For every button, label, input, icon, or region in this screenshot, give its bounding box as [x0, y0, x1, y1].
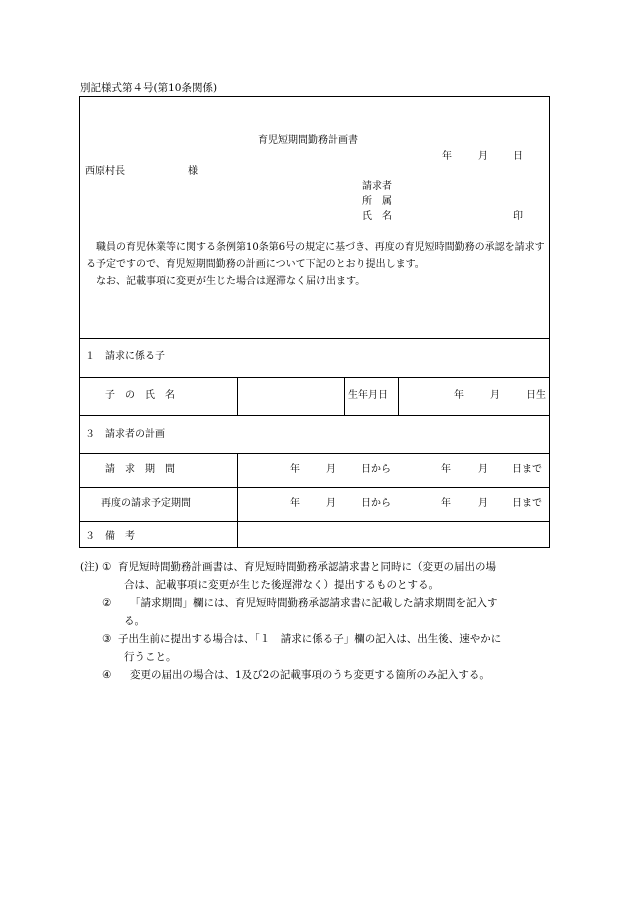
date-day: 日 [513, 151, 523, 162]
document-title: 育児短期間勤務計画書 [258, 135, 358, 146]
birth-month: 月 [490, 390, 500, 401]
note-2-line-1: 「請求期間」欄には、育児短時間勤務承認請求書に記載した請求期間を記入す [130, 597, 498, 609]
plan-row-1-from-day: 日から [361, 464, 391, 475]
note-2-line-2: る。 [124, 615, 145, 627]
plan-row-1-label: 請 求 期 間 [105, 464, 175, 475]
note-1 [80, 558, 550, 594]
plan-row-1-from-year: 年 [290, 464, 300, 475]
rule-1 [80, 338, 549, 339]
plan-row-2-to-year: 年 [441, 498, 451, 509]
note-2 [80, 594, 550, 630]
note-4-line-1: 変更の届出の場合は、1及び2の記載事項のうち変更する箇所のみ記入する。 [130, 669, 490, 681]
birth-date-label: 生年月日 [348, 390, 388, 401]
rule-2 [80, 377, 549, 378]
rule-3 [80, 415, 549, 416]
rule-4 [80, 453, 549, 454]
body-text [86, 239, 546, 290]
remarks-heading: ３ 備 考 [85, 531, 135, 542]
note-1-mark: ① [102, 561, 112, 573]
date-month: 月 [478, 151, 488, 162]
plan-row-2-to-day: 日まで [512, 498, 542, 509]
note-1-line-2: 合は、記載事項に変更が生じた後遅滞なく）提出するものとする。 [124, 579, 439, 591]
requester-name-label: 氏 名 [362, 211, 392, 222]
note-3 [80, 630, 550, 666]
note-4-mark: ④ [102, 669, 112, 681]
child-name-label: 子 の 氏 名 [105, 390, 175, 401]
birth-year: 年 [454, 390, 464, 401]
notes [80, 558, 550, 684]
plan-row-2-label: 再度の請求予定期間 [101, 498, 191, 509]
seal-mark: 印 [513, 211, 523, 222]
section2-heading: ３ 請求者の計画 [85, 429, 165, 440]
rule-5 [80, 487, 549, 488]
section1-heading: １ 請求に係る子 [85, 351, 165, 362]
plan-row-2-from-year: 年 [290, 498, 300, 509]
form-box [79, 96, 550, 548]
date-year: 年 [442, 151, 452, 162]
notes-prefix: (注) [80, 561, 99, 573]
plan-row-2-from-month: 月 [326, 498, 336, 509]
plan-row-1-to-day: 日まで [512, 464, 542, 475]
vrule-child-name [237, 377, 238, 415]
note-3-line-1: 子出生前に提出する場合は、「１ 請求に係る子」欄の記入は、出生後、速やかに [118, 633, 502, 645]
vrule-birth-label-left [344, 377, 345, 415]
note-4 [80, 666, 550, 684]
addressee-honorific: 様 [188, 166, 198, 177]
body-paragraph-1: 職員の育児休業等に関する条例第10条第6号の規定に基づき、再度の育児短時間勤務の承認を請求する予定ですので、育児短期間勤務の計画について下記のとおり提出します。 [86, 242, 545, 270]
plan-row-1-from-month: 月 [326, 464, 336, 475]
addressee-name: 西原村長 [85, 166, 125, 177]
requester-label: 請求者 [362, 181, 392, 192]
vrule-birth-label-right [398, 377, 399, 415]
note-3-mark: ③ [102, 633, 112, 645]
body-paragraph-2: なお、記載事項に変更が生じた場合は遅滞なく届け出ます。 [96, 276, 366, 287]
plan-row-1-to-month: 月 [478, 464, 488, 475]
birth-day: 日生 [526, 390, 546, 401]
rule-6 [80, 521, 549, 522]
vrule-plan [237, 453, 238, 547]
form-label: 別記様式第４号(第10条関係) [80, 82, 218, 94]
plan-row-1-to-year: 年 [441, 464, 451, 475]
plan-row-2-to-month: 月 [478, 498, 488, 509]
note-2-mark: ② [102, 597, 112, 609]
note-1-line-1: 育児短時間勤務計画書は、育児短時間勤務承認請求書と同時に（変更の届出の場 [118, 561, 496, 573]
requester-affiliation-label: 所 属 [362, 196, 392, 207]
note-3-line-2: 行うこと。 [124, 651, 177, 663]
plan-row-2-from-day: 日から [361, 498, 391, 509]
